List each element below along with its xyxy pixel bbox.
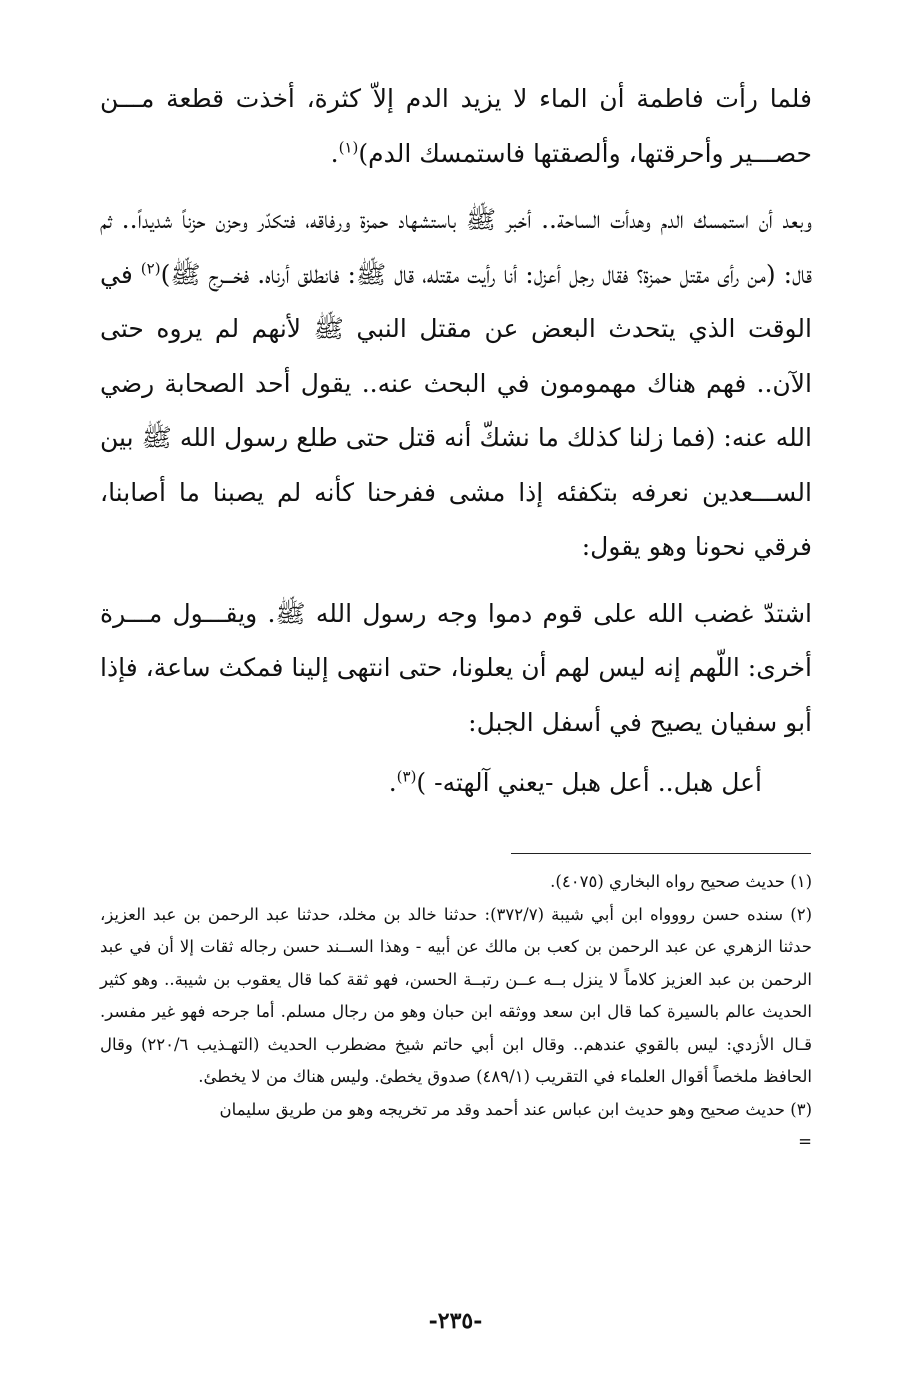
footnote-ref-3: (٣) [396,767,417,786]
main-text [100,72,812,810]
footnote-ref-1: (١) [338,138,359,157]
footnote-1-text: حديث صحيح رواه البخاري (٤٠٧٥). [550,872,785,891]
footnotes [100,866,812,1159]
quoted-verse [100,756,762,810]
verse-text: أعل هبل.. أعل هبل -يعني آلهته- ) [416,768,762,797]
verse-tail: . [388,768,397,797]
footnote-3-text: حديث صحيح وهو حديث ابن عباس عند أحمد وقد مر تخريجه وهو من طريق سليمان [219,1099,785,1119]
footnote-2-number: (٢) [790,904,812,924]
footnote-1 [100,866,812,899]
footnote-2-text: سنده حسن رووواه ابن أبي شيبة (٣٧٢/٧): حدثنا خالد بن مخلد، حدثنا عبد الرحمن بن عبد العزيز، حدثنا الزهري عن عبد الرحمن بن كعب بن مالك عن أبيه - وهذا الســند حسن رجاله ثقات إلا أن في عبد الرحمن بن عبد العزيز كلاماً لا ينزل بــه عــن رتبــة الحسن، فهو ثقة كما قال يعقوب بن شيبة.. وهو كثير الحديث عالم بالسيرة كما قال ابن سعد ووثقه ابن حبان وهو من رجال مسلم. أما جرحه فهو غير مفسر. قـال الأزدي: ليس بالقوي عندهم.. وقال ابن أبي حاتم شيخ مضطرب الحديث (التهـذيب ٢٢٠/٦) وقال الحافظ ملخصاً أقوال العلماء في التقريب (٤٨٩/١) صدوق يخطئ. وليس هناك من لا يخطئ. [100,904,812,1086]
footnote-2 [100,899,812,1094]
paragraph-3 [100,587,812,751]
page-number: -٢٣٥- [428,1308,483,1334]
paragraph-2 [100,193,812,575]
footnote-divider [511,853,811,854]
paragraph-2-tail: في الوقت الذي يتحدث البعض عن مقتل النبي ﷺ لأنهم لم يروه حتى الآن.. فهم هناك مهمومون في البحث عنه.. يقول أحد الصحابة رضي الله عنه: (فما زلنا كذلك ما نشكّ أنه قتل حتى طلع رسول الله ﷺ بين الســـعدين نعرفه بتكفئه إذا مشى ففرحنا كأنه لم يصبنا ما أصابنا، فرقي نحونا وهو يقول: [100,259,812,561]
paragraph-1 [100,72,812,181]
paragraph-1-text: فلما رأت فاطمة أن الماء لا يزيد الدم إلاّ كثرة، أخذت قطعة مـــن حصـــير وأحرقتها، وألصقتها فاستمسك الدم) [100,84,812,168]
footnote-ref-2: (٢) [140,259,161,278]
footnote-3-number: (٣) [790,1099,812,1119]
paragraph-1-tail: . [330,138,339,168]
footnote-3 [100,1094,812,1159]
paragraph-2-text: وبعد أن استمسك الدم وهدأت الساحة.. أخبر ﷺ باستشهاد حمزة ورفاقه، فتكدّر وحزن حزناً شديداً.. ثم قال: (من رأى مقتل حمزة؟ فقال رجل أعزل: أنا رأيت مقتله، قال ﷺ: فانطلق أرناه. فخـــرج ﷺ) [100,205,812,289]
continuation-mark: = [798,1132,812,1151]
footnote-1-number: (١) [790,872,812,891]
paragraph-3-text: اشتدّ غضب الله على قوم دموا وجه رسول الله ﷺ. ويقـــول مـــرة أخرى: اللّهم إنه ليس لهم أن يعلونا، حتى انتهى إلينا فمكث ساعة، فإذا أبو سفيان يصيح في أسفل الجبل: [100,598,812,737]
